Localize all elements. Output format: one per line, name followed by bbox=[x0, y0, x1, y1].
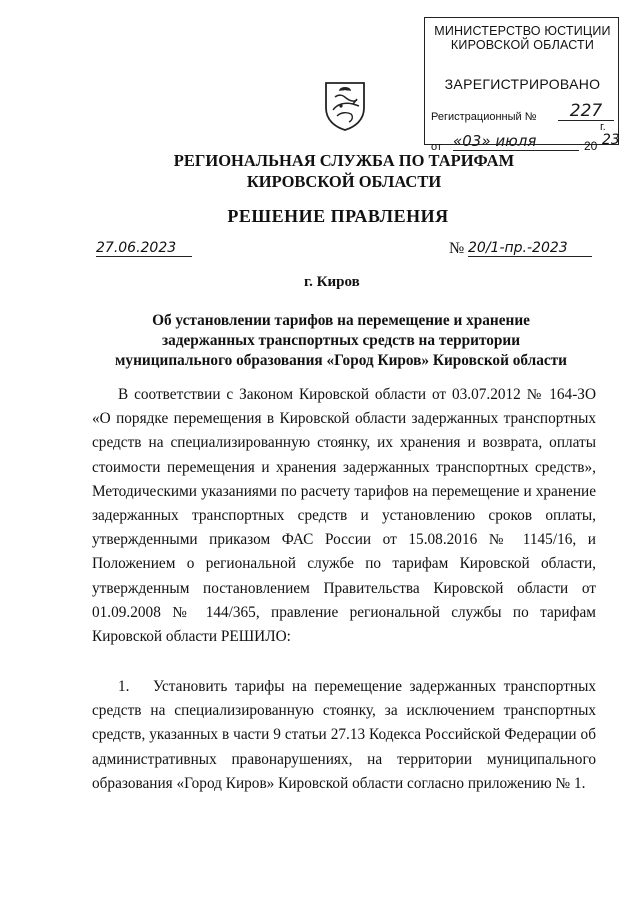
number-label: № bbox=[449, 240, 465, 257]
coat-of-arms-icon bbox=[323, 80, 367, 132]
organization-name-line2: КИРОВСКОЙ ОБЛАСТИ bbox=[246, 172, 442, 191]
stamp-status: ЗАРЕГИСТРИРОВАНО bbox=[444, 76, 601, 92]
stamp-date-prefix: от bbox=[431, 141, 442, 153]
stamp-year-suffix: г. bbox=[600, 121, 606, 133]
decision-date: 27.06.2023 bbox=[96, 240, 192, 257]
item-1-number: 1. bbox=[118, 678, 130, 695]
decision-number: 20/1-пр.-2023 bbox=[468, 240, 592, 257]
city: г. Киров bbox=[304, 274, 360, 290]
item-1 bbox=[92, 675, 596, 796]
stamp-date-value: «03» июля bbox=[453, 132, 579, 151]
document-subject: Об установлении тарифов на перемещение и хранение задержанных транспортных средств на территории муниципального образования «Город Киров» Кировской области bbox=[115, 312, 567, 369]
document-type: РЕШЕНИЕ ПРАВЛЕНИЯ bbox=[227, 206, 449, 226]
stamp-year-prefix: 20 bbox=[584, 139, 598, 153]
stamp-reg-number: 227 bbox=[558, 102, 614, 121]
stamp-ministry: МИНИСТЕРСТВО ЮСТИЦИИ КИРОВСКОЙ ОБЛАСТИ bbox=[434, 24, 611, 52]
item-1-text: Установить тарифы на перемещение задержанных транспортных средств на специализированную стоянку, за исключением транспортных средств, указанных в части 9 статьи 27.13 Кодекса Российской Федерации об административных правонарушениях, на территории муниципального образования «Город Киров» Кировской области согласно приложению № 1. bbox=[92, 678, 596, 792]
stamp-year-value: 23 bbox=[602, 132, 620, 148]
registration-stamp bbox=[424, 17, 620, 153]
organization-name-line1: РЕГИОНАЛЬНАЯ СЛУЖБА ПО ТАРИФАМ bbox=[173, 151, 515, 170]
preamble-paragraph: В соответствии с Законом Кировской области от 03.07.2012 № 164-ЗО «О порядке перемещения в Кировской области задержанных транспортных средств на специализированную стоянку, их хранения и возврата, оплаты стоимости перемещения и хранения задержанных транспортных средств», Методическими указаниями по расчету тарифов на перемещение и хранение задержанных транспортных средств и установлению сроков оплаты, утвержденными приказом ФАС России от 15.08.2016 № 1145/16, и Положением о региональной службе по тарифам Кировской области, утвержденным постановлением Правительства Кировской области от 01.09.2008 № 144/365, правление региональной службы по тарифам Кировской области РЕШИЛО: bbox=[92, 386, 596, 646]
stamp-reg-label: Регистрационный № bbox=[431, 111, 537, 123]
